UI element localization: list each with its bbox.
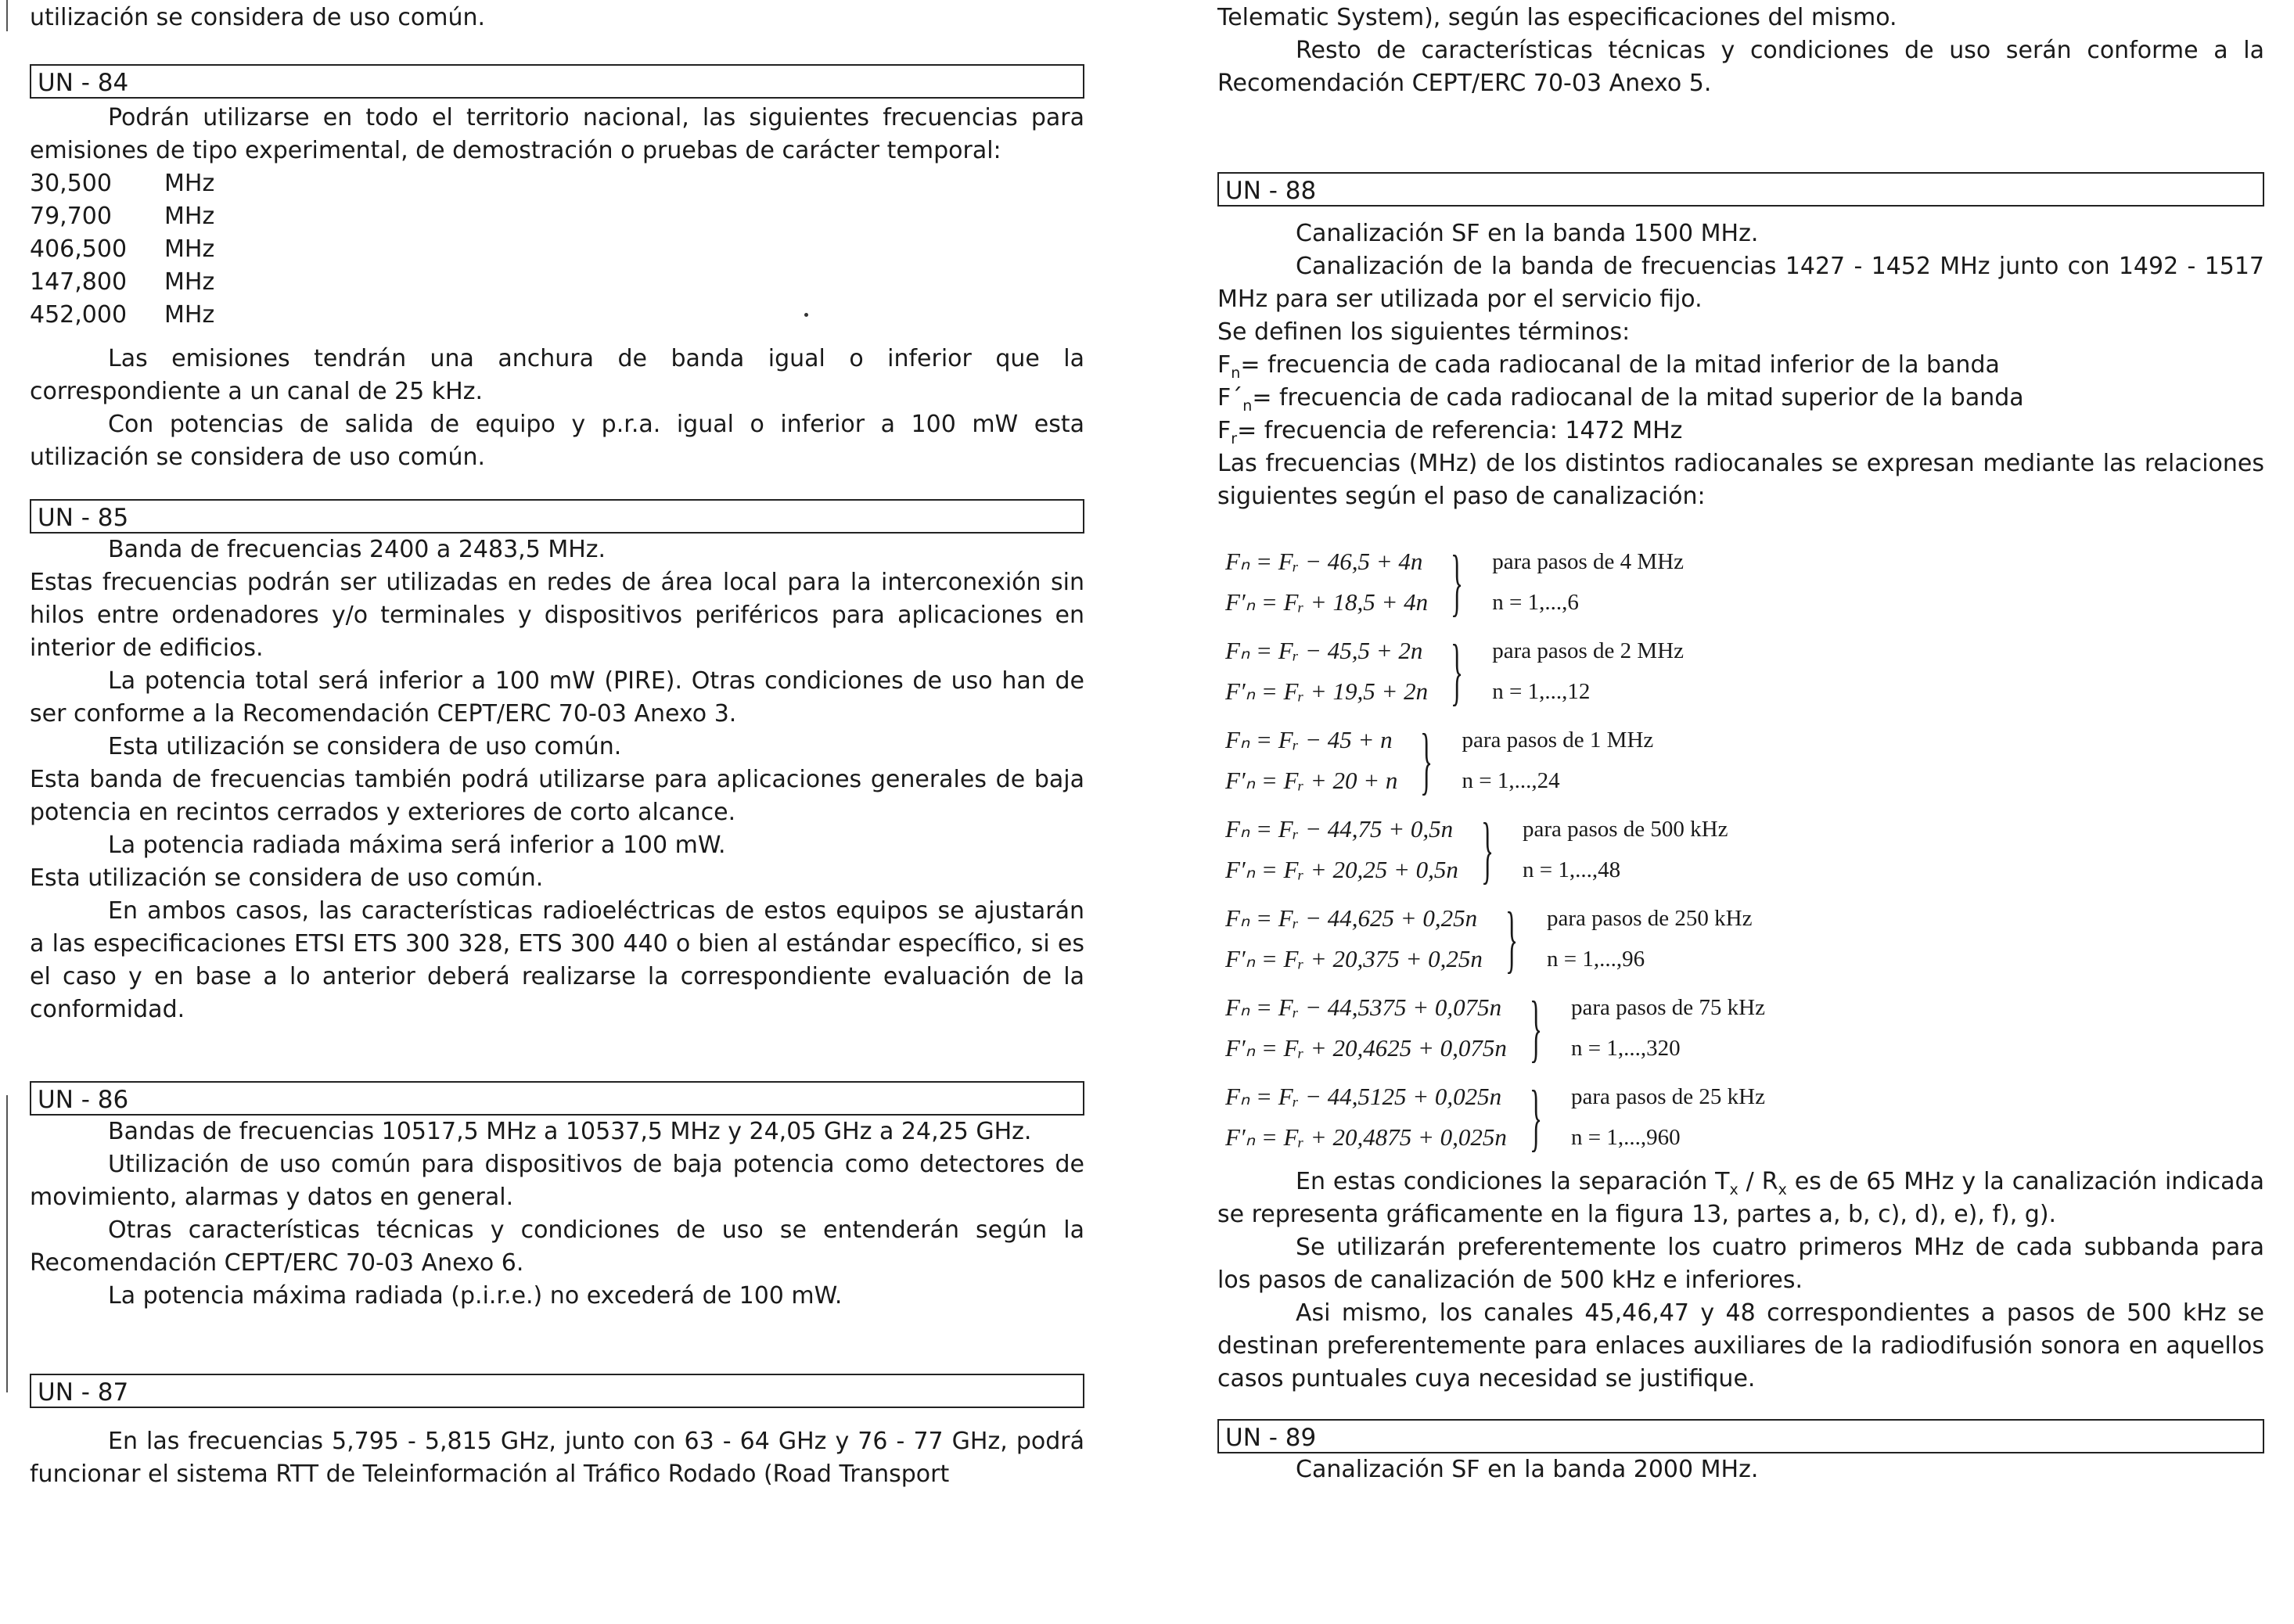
formula-step: para pasos de 1 MHz [1462,728,1654,753]
formula-lower: Fₙ = Fᵣ − 44,5375 + 0,075n [1225,993,1502,1021]
section-title: UN - 85 [38,504,129,532]
formula-range: n = 1,...,960 [1570,1125,1681,1150]
definition-text: = frecuencia de referencia: 1472 MHz [1237,417,1683,444]
brace-icon: } [1529,1075,1542,1159]
brace-icon: } [1529,986,1542,1069]
list-item [30,266,1084,299]
list-item [30,299,1084,332]
un85-paragraph-4: Esta utilización se considera de uso común. [108,733,622,760]
formula-group [1225,720,2264,801]
formula-group [1225,631,2264,712]
un85-paragraph-7: Esta utilización se considera de uso común. [30,864,544,892]
list-item [30,200,1084,233]
formula-group [1225,1076,2264,1158]
section-header-un87 [30,1374,1084,1408]
section-title: UN - 88 [1225,177,1317,205]
left-column [30,0,1084,1491]
definition-text: = frecuencia de cada radiocanal de la mitad inferior de la banda [1240,351,2000,379]
list-item [30,167,1084,200]
freq-value: 452,000 [30,301,128,329]
definition-fn: $F_n=$ frecuencia de cada radiocanal de la mitad inferior de la banda [1217,351,2000,382]
formula-lower: Fₙ = Fᵣ − 44,5125 + 0,025n [1225,1083,1502,1110]
freq-unit: MHz [164,170,215,197]
formula-upper: F′ₙ = Fᵣ + 20,375 + 0,25n [1225,945,1483,972]
formula-lower: Fₙ = Fᵣ − 45,5 + 2n [1225,637,1423,664]
section-title: UN - 86 [38,1086,129,1114]
formula-step: para pasos de 4 MHz [1492,549,1685,574]
un87-paragraph-1: En las frecuencias 5,795 - 5,815 GHz, junto con 63 - 64 GHz y 76 - 77 GHz, podrá funcionar el sistema RTT de Teleinformación al Tráfico Rodado (Road Transport [30,1428,1084,1488]
formula-upper: F′ₙ = Fᵣ + 18,5 + 4n [1225,588,1429,616]
formula-group [1225,809,2264,890]
definition-fr: $F_r=$ frecuencia de referencia: 1472 MHz [1217,417,1683,447]
formula-upper: F′ₙ = Fᵣ + 20,25 + 0,5n [1225,856,1458,883]
formula-group [1225,541,2264,623]
page-edge-line [6,0,8,31]
un85-paragraph-6: La potencia radiada máxima será inferior a 100 mW. [108,832,726,859]
formula-range: n = 1,...,96 [1546,947,1645,972]
brace-icon: } [1451,629,1464,713]
frequency-list [30,167,1084,332]
list-item [30,233,1084,266]
brace-icon: } [1451,540,1464,623]
continued-paragraph: Resto de características técnicas y condiciones de uso serán conforme a la Recomendación CEPT/ERC 70-03 Anexo 5. [1217,37,2264,97]
freq-unit: MHz [164,203,215,230]
freq-value: 406,500 [30,235,128,263]
un86-paragraph-4: La potencia máxima radiada (p.i.r.e.) no excederá de 100 mW. [108,1282,843,1310]
un85-paragraph-3: La potencia total será inferior a 100 mW (PIRE). Otras condiciones de uso han de ser conforme a la Recomendación CEPT/ERC 70-03 Anexo 3. [30,667,1084,728]
un86-paragraph-2: Utilización de uso común para dispositivos de baja potencia como detectores de movimiento, alarmas y datos en general. [30,1151,1084,1211]
formula-upper: F′ₙ = Fᵣ + 20,4625 + 0,075n [1225,1034,1507,1062]
un88-paragraph-4: Las frecuencias (MHz) de los distintos radiocanales se expresan mediante las relaciones siguientes según el paso de canalización: [1217,450,2264,510]
un84-paragraph-2: Las emisiones tendrán una anchura de banda igual o inferior que la correspondiente a un canal de 25 kHz. [30,345,1084,405]
un88-paragraph-5: En estas condiciones la separación $T_x / R_x$ es de 65 MHz y la canalización indicada se representa gráficamente en la figura 13, partes a, b, c), d), e), f), g). [1217,1168,2264,1228]
text-segment: En estas condiciones la separación T [1296,1168,1730,1195]
formula-range: n = 1,...,48 [1522,857,1621,882]
formula-list [1217,541,2264,1158]
formula-step: para pasos de 75 kHz [1570,995,1765,1020]
formula-step: para pasos de 25 kHz [1570,1084,1765,1109]
formula-step: para pasos de 500 kHz [1522,817,1728,842]
formula-group [1225,898,2264,979]
un89-paragraph-1: Canalización SF en la banda 2000 MHz. [1296,1456,1759,1483]
un85-paragraph-5: Esta banda de frecuencias también podrá utilizarse para aplicaciones generales de baja potencia en recintos cerrados y exteriores de corto alcance. [30,766,1084,826]
un85-paragraph-1: Banda de frecuencias 2400 a 2483,5 MHz. [108,536,606,563]
formula-lower: Fₙ = Fᵣ − 45 + n [1225,726,1393,753]
freq-unit: MHz [164,301,215,329]
freq-value: 30,500 [30,170,112,197]
un85-paragraph-8: En ambos casos, las características radioeléctricas de estos equipos se ajustarán a las especificaciones ETSI ETS 300 328, ETS 300 440 o bien al estándar específico, si es el caso y en base a lo anterior deberá realizarse la correspondiente evaluación de la conformidad. [30,897,1084,1023]
un88-paragraph-3: Se definen los siguientes términos: [1217,318,1631,346]
definition-text: = frecuencia de cada radiocanal de la mitad superior de la banda [1252,384,2024,411]
formula-range: n = 1,...,24 [1462,768,1560,793]
un84-paragraph-3: Con potencias de salida de equipo y p.r.a. igual o inferior a 100 mW esta utilización se considera de uso común. [30,411,1084,471]
section-header-un85 [30,499,1084,534]
un86-paragraph-3: Otras características técnicas y condiciones de uso se entenderán según la Recomendación CEPT/ERC 70-03 Anexo 6. [30,1216,1084,1277]
section-header-un89 [1217,1419,2264,1453]
definition-fpn: $F´_n=$ frecuencia de cada radiocanal de la mitad superior de la banda [1217,384,2024,415]
freq-value: 147,800 [30,268,128,296]
formula-step: para pasos de 2 MHz [1492,638,1685,663]
formula-step: para pasos de 250 kHz [1546,906,1753,931]
un88-paragraph-6: Se utilizarán preferentemente los cuatro primeros MHz de cada subbanda para los pasos de canalización de 500 kHz e inferiores. [1217,1234,2264,1294]
brace-icon: } [1420,718,1433,802]
section-title: UN - 84 [38,69,129,97]
right-column [1217,0,2264,1486]
un86-paragraph-1: Bandas de frecuencias 10517,5 MHz a 10537,5 MHz y 24,05 GHz a 24,25 GHz. [108,1118,1032,1145]
formula-range: n = 1,...,6 [1492,590,1579,615]
continued-line: Telematic System), según las especificaciones del mismo. [1217,4,1897,31]
formula-lower: Fₙ = Fᵣ − 46,5 + 4n [1225,548,1423,575]
section-header-un84 [30,64,1084,99]
freq-unit: MHz [164,235,215,263]
formula-lower: Fₙ = Fᵣ − 44,75 + 0,5n [1225,815,1454,843]
section-header-un88 [1217,172,2264,207]
section-title: UN - 89 [1225,1424,1317,1452]
freq-unit: MHz [164,268,215,296]
freq-value: 79,700 [30,203,112,230]
formula-range: n = 1,...,320 [1570,1036,1681,1061]
un88-paragraph-2: Canalización de la banda de frecuencias 1427 - 1452 MHz junto con 1492 - 1517 MHz para ser utilizada por el servicio fijo. [1217,253,2264,313]
formula-range: n = 1,...,12 [1492,679,1591,704]
un88-paragraph-7: Asi mismo, los canales 45,46,47 y 48 correspondientes a pasos de 500 kHz se destinan preferentemente para enlaces auxiliares de la radiodifusión sonora en aquellos casos puntuales cuya necesidad se justifique. [1217,1299,2264,1392]
formula-upper: F′ₙ = Fᵣ + 19,5 + 2n [1225,677,1429,705]
formula-upper: F′ₙ = Fᵣ + 20 + n [1225,767,1398,794]
section-title: UN - 87 [38,1378,129,1407]
brace-icon: } [1505,896,1518,980]
un85-paragraph-2: Estas frecuencias podrán ser utilizadas en redes de área local para la interconexión sin hilos entre ordenadores y/o terminales y dispositivos periféricos para aplicaciones en interior de edificios. [30,569,1084,662]
formula-lower: Fₙ = Fᵣ − 44,625 + 0,25n [1225,904,1478,932]
un88-paragraph-1: Canalización SF en la banda 1500 MHz. [1296,220,1759,247]
page-edge-line [6,1095,8,1392]
intro-line: utilización se considera de uso común. [30,4,486,31]
formula-upper: F′ₙ = Fᵣ + 20,4875 + 0,025n [1225,1123,1507,1151]
formula-group [1225,987,2264,1069]
un84-paragraph-1: Podrán utilizarse en todo el territorio nacional, las siguientes frecuencias para emisiones de tipo experimental, de demostración o pruebas de carácter temporal: [30,104,1084,164]
section-header-un86 [30,1081,1084,1116]
text-segment: / R [1738,1168,1778,1195]
text-segment: es de 65 MHz y la canalización indicada se representa gráficamente en la figura 13, partes a, b, c), d), e), f), g). [1217,1168,2264,1228]
brace-icon: } [1480,807,1494,891]
